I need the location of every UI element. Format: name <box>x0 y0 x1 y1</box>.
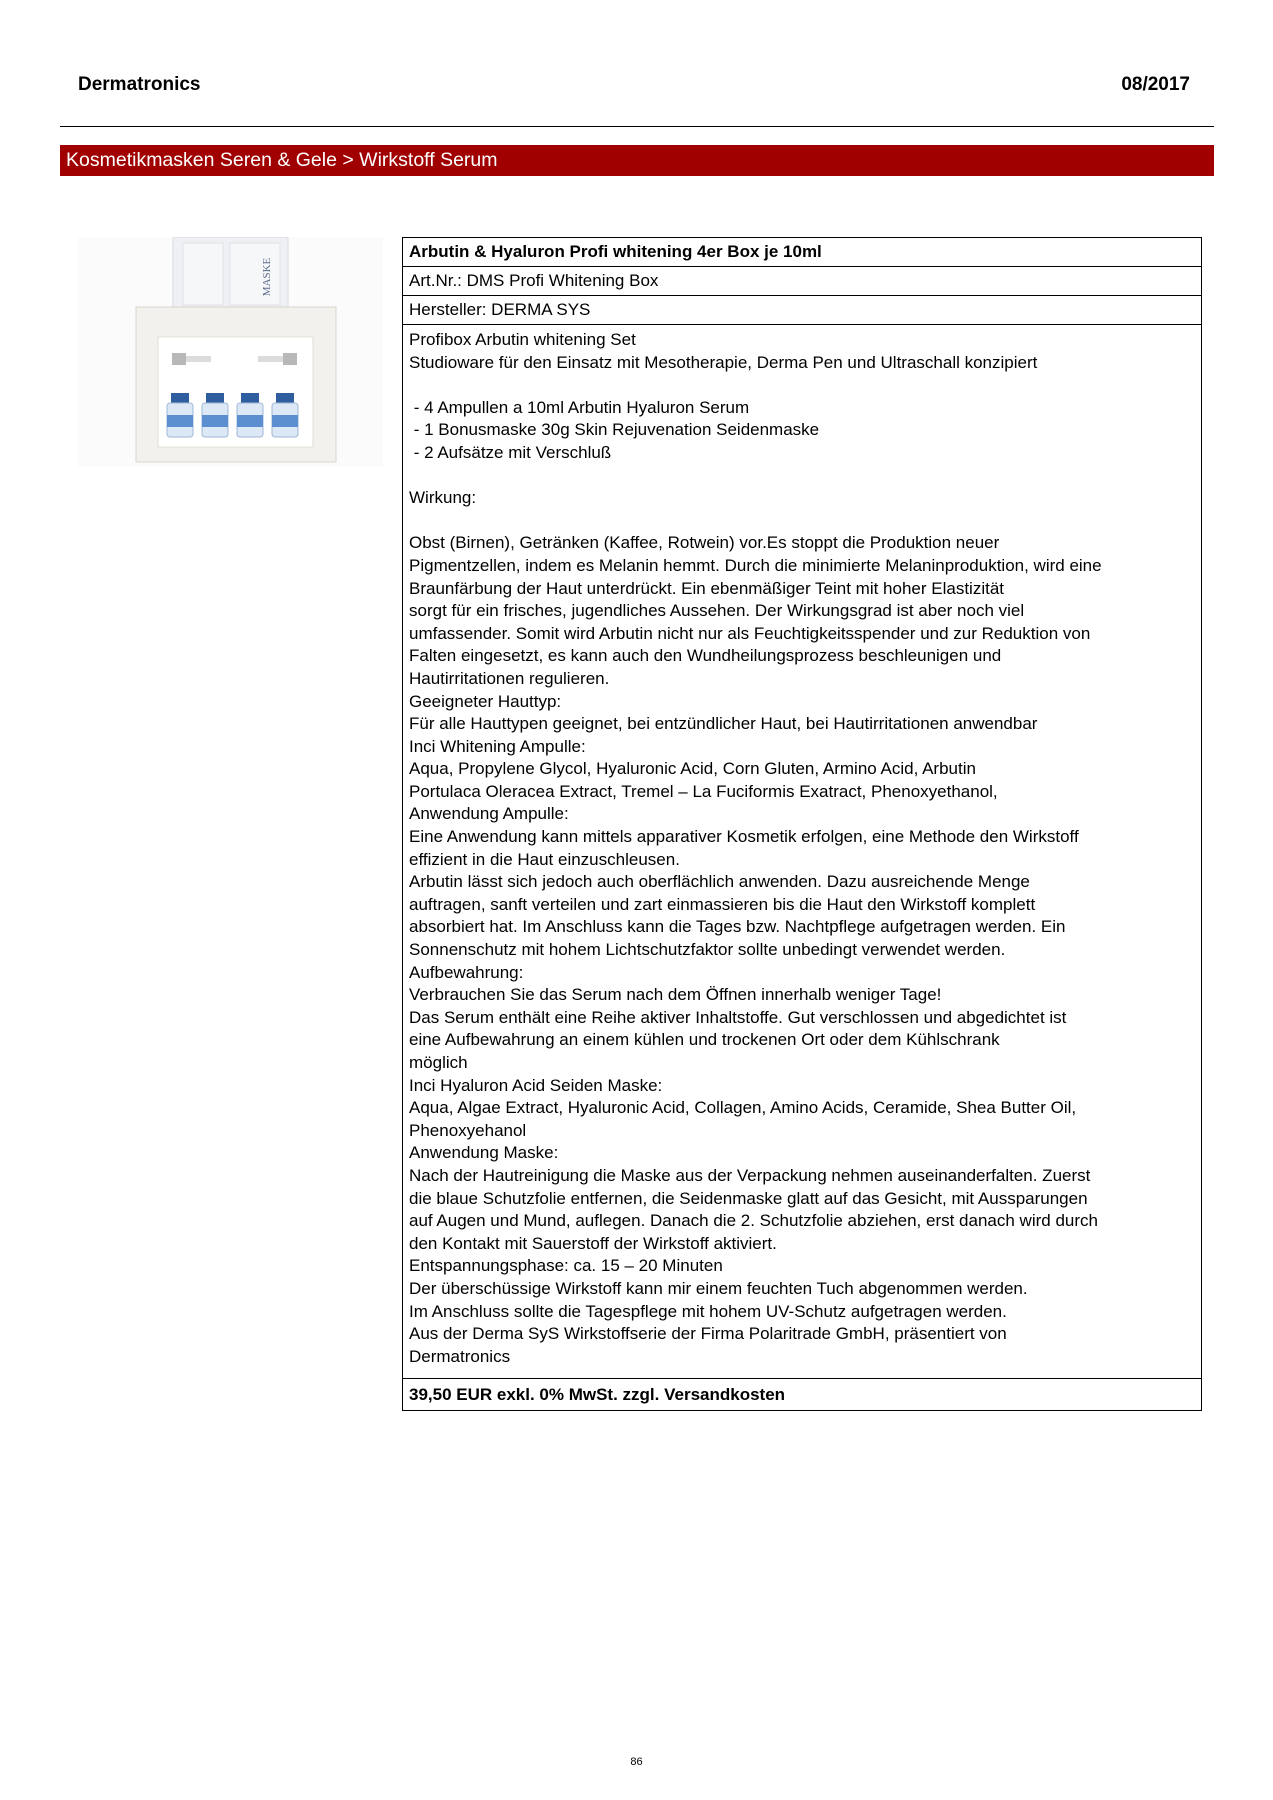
description-line: Portulaca Oleracea Extract, Tremel – La Fuciformis Exatract, Phenoxyethanol, <box>409 781 998 801</box>
description-line: Aqua, Algae Extract, Hyaluronic Acid, Collagen, Amino Acids, Ceramide, Shea Butter Oil, <box>409 1098 1077 1118</box>
description-line: Braunfärbung der Haut unterdrückt. Ein ebenmäßiger Teint mit hoher Elastizität <box>409 578 1004 598</box>
document-date: 08/2017 <box>1121 74 1190 95</box>
description-line: Anwendung Ampulle: <box>409 804 569 824</box>
description-line: den Kontakt mit Sauerstoff der Wirkstoff aktiviert. <box>409 1233 777 1253</box>
description-line: Nach der Hautreinigung die Maske aus der Verpackung nehmen auseinanderfalten. Zuerst <box>409 1165 1091 1185</box>
product-title: Arbutin & Hyaluron Profi whitening 4er Box je 10ml <box>403 238 1201 267</box>
description-line: eine Aufbewahrung an einem kühlen und trockenen Ort oder dem Kühlschrank <box>409 1030 1000 1050</box>
description-line: Für alle Hauttypen geeignet, bei entzündlicher Haut, bei Hautirritationen anwendbar <box>409 714 1038 734</box>
description-line: Inci Hyaluron Acid Seiden Maske: <box>409 1075 663 1095</box>
description-line: möglich <box>409 1053 468 1072</box>
description-line: Aus der Derma SyS Wirkstoffserie der Firma Polaritrade GmbH, präsentiert von <box>409 1324 1007 1344</box>
description-line: Profibox Arbutin whitening Set <box>409 330 636 349</box>
description-line: Hautirritationen regulieren. <box>409 668 610 688</box>
description-line: die blaue Schutzfolie entfernen, die Seidenmaske glatt auf das Gesicht, mit Aussparungen <box>409 1188 1088 1208</box>
product-photo <box>78 237 383 467</box>
description-line: sorgt für ein frisches, jugendliches Aussehen. Der Wirkungsgrad ist aber noch viel <box>409 601 1025 621</box>
description-line <box>409 374 1195 397</box>
description-line: auftragen, sanft verteilen und zart einmassieren bis die Haut den Wirkstoff komplett <box>409 894 1036 914</box>
description-line: Entspannungsphase: ca. 15 – 20 Minuten <box>409 1256 723 1276</box>
description-line: - 2 Aufsätze mit Verschluß <box>409 442 612 462</box>
description-line: Obst (Birnen), Getränken (Kaffee, Rotwein) vor.Es stoppt die Produktion neuer <box>409 533 1000 553</box>
description-line: umfassender. Somit wird Arbutin nicht nur als Feuchtigkeitsspender und zur Reduktion von <box>409 623 1091 643</box>
description-line: Falten eingesetzt, es kann auch den Wundheilungsprozess beschleunigen und <box>409 646 1002 666</box>
description-line: Phenoxyehanol <box>409 1120 527 1140</box>
description-line: Verbrauchen Sie das Serum nach dem Öffnen innerhalb weniger Tage! <box>409 985 942 1005</box>
page-number: 86 <box>630 1756 643 1768</box>
header-divider <box>60 126 1214 127</box>
description-line: Geeigneter Hauttyp: <box>409 691 562 711</box>
description-line: Im Anschluss sollte die Tagespflege mit hohem UV-Schutz aufgetragen werden. <box>409 1301 1007 1321</box>
description-line: Aqua, Propylene Glycol, Hyaluronic Acid, Corn Gluten, Armino Acid, Arbutin <box>409 759 976 779</box>
description-line: Studioware für den Einsatz mit Mesotherapie, Derma Pen und Ultraschall konzipiert <box>409 352 1038 372</box>
product-card <box>402 237 1202 1411</box>
description-line: Arbutin lässt sich jedoch auch oberflächlich anwenden. Dazu ausreichende Menge <box>409 872 1030 892</box>
description-line: Sonnenschutz mit hohem Lichtschutzfaktor sollte unbedingt verwendet werden. <box>409 940 1006 960</box>
manufacturer: Hersteller: DERMA SYS <box>403 296 1201 325</box>
description-line: absorbiert hat. Im Anschluss kann die Tages bzw. Nachtpflege aufgetragen werden. Ein <box>409 917 1066 937</box>
description-line <box>409 510 1195 533</box>
description-line: Inci Whitening Ampulle: <box>409 736 586 756</box>
description-line: - 1 Bonusmaske 30g Skin Rejuvenation Seidenmaske <box>409 420 820 440</box>
description-line: Das Serum enthält eine Reihe aktiver Inhaltstoffe. Gut verschlossen und abgedichtet ist <box>409 1007 1067 1027</box>
description-line: Der überschüssige Wirkstoff kann mir einem feuchten Tuch abgenommen werden. <box>409 1278 1028 1298</box>
description-line: Anwendung Maske: <box>409 1143 559 1163</box>
product-description <box>403 325 1201 1379</box>
category-breadcrumb: Kosmetikmasken Seren & Gele > Wirkstoff Serum <box>66 149 498 171</box>
description-line <box>409 465 1195 488</box>
company-name: Dermatronics <box>78 74 201 95</box>
category-breadcrumb-bar <box>60 145 1214 176</box>
description-line: auf Augen und Mund, auflegen. Danach die 2. Schutzfolie abziehen, erst danach wird durch <box>409 1211 1098 1231</box>
description-line: Dermatronics <box>409 1346 511 1366</box>
article-number: Art.Nr.: DMS Profi Whitening Box <box>403 267 1201 296</box>
product-price: 39,50 EUR exkl. 0% MwSt. zzgl. Versandkosten <box>409 1385 786 1405</box>
description-line: effizient in die Haut einzuschleusen. <box>409 849 680 869</box>
mask-label: MASKE <box>261 257 273 297</box>
description-line: Wirkung: <box>409 488 477 508</box>
description-line: Pigmentzellen, indem es Melanin hemmt. Durch die minimierte Melaninproduktion, wird eine <box>409 555 1102 575</box>
description-line: - 4 Ampullen a 10ml Arbutin Hyaluron Serum <box>409 397 750 417</box>
description-line: Aufbewahrung: <box>409 962 524 982</box>
description-line: Eine Anwendung kann mittels apparativer Kosmetik erfolgen, eine Methode den Wirkstoff <box>409 827 1079 847</box>
